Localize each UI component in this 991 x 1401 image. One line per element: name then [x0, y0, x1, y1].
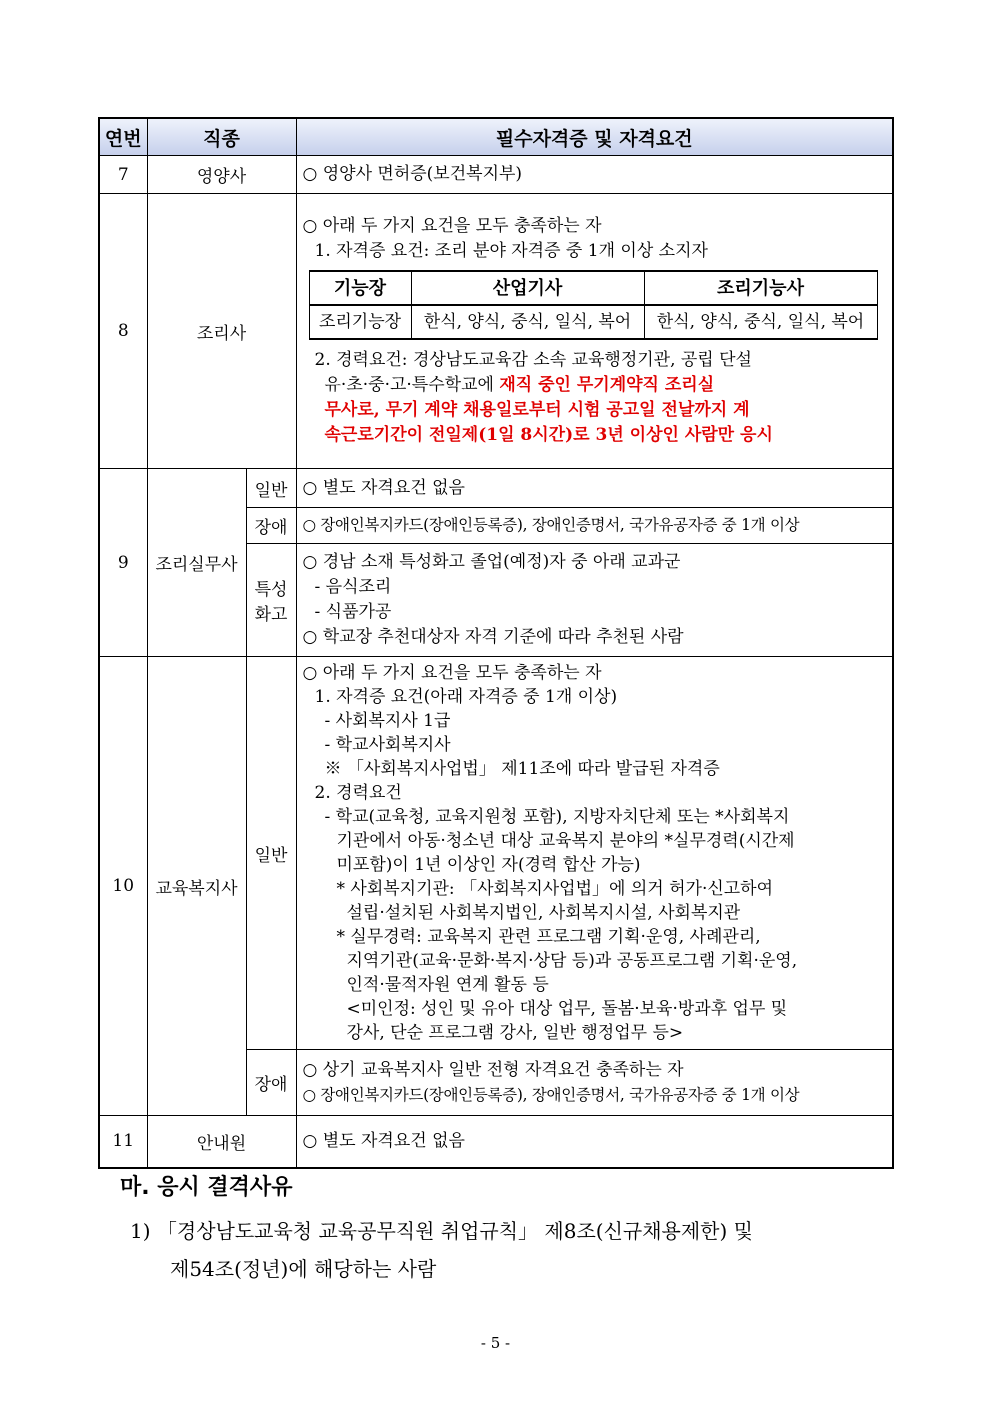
row-requirement: ○ 영양사 면허증(보건복지부)	[296, 156, 893, 194]
table-row	[99, 657, 893, 1050]
inner-header: 기능장	[309, 271, 411, 305]
inner-header: 산업기사	[411, 271, 644, 305]
subtype-line: 화고	[254, 605, 288, 625]
section-paragraph	[130, 1212, 900, 1288]
header-no: 연번	[99, 118, 147, 156]
requirement-line: 1. 자격증 요건: 조리 분야 자격증 중 1개 이상 소지자	[314, 241, 708, 261]
row-requirement	[296, 1050, 893, 1116]
row-subtype: 일반	[246, 657, 296, 1050]
row-no: 7	[99, 156, 147, 194]
highlight-line: 속근로기간이 전일제(1일 8시간)로 3년 이상인 사람만 응시	[324, 425, 773, 445]
row-requirement	[296, 508, 893, 544]
requirement-line	[303, 373, 887, 398]
table-row	[99, 194, 893, 469]
requirement-line: * 사회복지기관: 「사회복지사업법」에 의거 허가·신고하여	[336, 879, 774, 899]
table-row	[99, 1116, 893, 1168]
requirement-line: ○ 아래 두 가지 요건을 모두 충족하는 자	[302, 216, 602, 236]
row-requirement	[296, 194, 893, 469]
inner-cell: 한식, 양식, 중식, 일식, 복어	[411, 305, 644, 339]
page-number: - 5 -	[480, 1334, 511, 1352]
requirement-line: ○ 아래 두 가지 요건을 모두 충족하는 자	[302, 663, 602, 683]
row-job: 안내원	[147, 1116, 296, 1168]
inner-header: 조리기능사	[644, 271, 877, 305]
requirement-line: ○ 상기 교육복지사 일반 전형 자격요건 충족하는 자	[302, 1059, 684, 1080]
row-subtype: 장애	[246, 508, 296, 544]
row-no: 10	[99, 657, 147, 1116]
row-job: 영양사	[147, 156, 296, 194]
requirement-line: 2. 경력요건: 경상남도교육감 소속 교육행정기관, 공립 단설	[314, 350, 752, 370]
row-no: 8	[99, 194, 147, 469]
section-heading: 마. 응시 결격사유	[120, 1175, 293, 1200]
requirement-line: - 식품가공	[314, 602, 392, 622]
requirement-line: ○ 장애인복지카드(장애인등록증), 장애인증명서, 국가유공자증 중 1개 이상	[302, 1085, 800, 1104]
requirement-line: ○ 경남 소재 특성화고 졸업(예정)자 중 아래 교과군	[302, 552, 681, 572]
row-no: 11	[99, 1116, 147, 1168]
requirement-line: - 학교사회복지사	[324, 735, 451, 755]
row-subtype	[246, 544, 296, 657]
row-requirement	[296, 544, 893, 657]
header-job: 직종	[147, 118, 296, 156]
requirement-line: ○ 장애인복지카드(장애인등록증), 장애인증명서, 국가유공자증 중 1개 이상	[302, 516, 800, 534]
requirement-line: - 사회복지사 1급	[324, 711, 451, 731]
paragraph-line: 1) 「경상남도교육청 교육공무직원 취업규칙」 제8조(신규채용제한) 및	[130, 1219, 753, 1243]
requirement-line: 기관에서 아동·청소년 대상 교육복지 분야의 *실무경력(시간제	[336, 831, 795, 851]
subtype-line: 특성	[254, 580, 288, 600]
inner-cell: 한식, 양식, 중식, 일식, 복어	[644, 305, 877, 339]
requirement-line: 미포함)이 1년 이상인 자(경력 합산 가능)	[336, 855, 641, 875]
row-job: 조리사	[147, 194, 296, 469]
row-job: 교육복지사	[147, 657, 246, 1116]
row-job: 조리실무사	[147, 469, 246, 657]
row-no: 9	[99, 469, 147, 657]
row-subtype: 일반	[246, 469, 296, 508]
requirement-text: 유·초·중·고·특수학교에	[324, 375, 500, 395]
header-requirements: 필수자격증 및 자격요건	[296, 118, 893, 156]
requirement-line: - 음식조리	[314, 577, 392, 597]
highlight-line: 무사로, 무기 계약 채용일로부터 시험 공고일 전날까지 계	[324, 400, 750, 420]
certificate-table	[309, 270, 878, 340]
row-requirement: ○ 별도 자격요건 없음	[296, 469, 893, 508]
requirement-line: 강사, 단순 프로그램 강사, 일반 행정업무 등>	[346, 1023, 684, 1043]
inner-cell: 조리기능장	[309, 305, 411, 339]
table-header-row	[99, 118, 893, 156]
row-requirement	[296, 657, 893, 1050]
requirement-line: 인적·물적자원 연계 활동 등	[346, 975, 549, 995]
paragraph-line: 제54조(정년)에 해당하는 사람	[170, 1257, 437, 1281]
requirement-line: 2. 경력요건	[314, 783, 402, 803]
row-subtype: 장애	[246, 1050, 296, 1116]
requirement-line: 설립·설치된 사회복지법인, 사회복지시설, 사회복지관	[346, 903, 741, 923]
requirement-line: - 학교(교육청, 교육지원청 포함), 지방자치단체 또는 *사회복지	[324, 807, 790, 827]
requirement-line: <미인정: 성인 및 유아 대상 업무, 돌봄·보육·방과후 업무 및	[346, 999, 788, 1019]
requirement-line: ○ 학교장 추천대상자 자격 기준에 따라 추천된 사람	[302, 627, 684, 647]
qualification-table	[98, 117, 894, 1169]
table-row	[99, 156, 893, 194]
requirement-line: * 실무경력: 교육복지 관련 프로그램 기획·운영, 사례관리,	[336, 927, 761, 947]
row-requirement: ○ 별도 자격요건 없음	[296, 1116, 893, 1168]
requirement-line: 지역기관(교육·문화·복지·상담 등)과 공동프로그램 기획·운영,	[346, 951, 798, 971]
requirement-line: 1. 자격증 요건(아래 자격증 중 1개 이상)	[314, 687, 618, 707]
table-row	[99, 469, 893, 508]
requirement-line: ※ 「사회복지사업법」 제11조에 따라 발급된 자격증	[324, 759, 720, 779]
highlight-text: 재직 중인 무기계약직 조리실	[499, 375, 715, 395]
